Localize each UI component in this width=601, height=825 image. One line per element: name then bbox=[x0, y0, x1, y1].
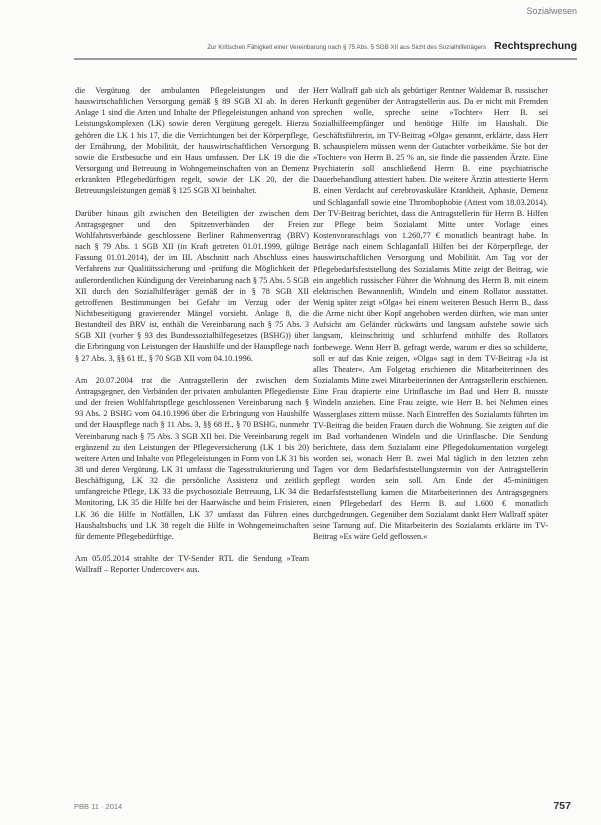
paragraph: Am 20.07.2004 trat die Antragstellerin der zwischen dem Antragsgegner, den Verbänden der privaten ambulanten Pflegedienste und der freien Wohlfahrtspflege geschlossenen Vereinbarung nach § 93 Abs. 2 BSHG vom 04.10.1996 über die Erbringung von Haushilfe und der Hauspflege nach § 11 Abs. 3, §§ 68 ff., § 70 BSHG, nunmehr Vereinbarung nach § 75 Abs. 3 SGB XII bei. Die Vereinbarung regelt ergänzend zu den Leistungen der Pflegeversicherung (LK 1 bis 20) weitere Arten und Inhalte von Pflegeleistungen in Form von LK 31 bis 38 und deren Vergütung. LK 31 umfasst die Tagesstrukturierung und Beschäftigung, LK 32 die persönliche Assistenz und zeitlich umfangreiche Pflege, LK 33 die psychosoziale Betreuung, LK 34 die Monitoring, LK 35 die Hilfe bei der Haarwäsche und beim Frisieren, LK 36 die Hilfe in Notfällen, LK 37 umfasst das Führen eines Haushaltsbuchs und LK 38 regelt die Hilfe in Wohngemeinschaften für demente Pflegebedürftige. bbox=[75, 375, 309, 541]
paragraph: Am 05.05.2014 strahlte der TV-Sender RTL die Sendung »Team Wallraff – Reporter Undercover« aus. bbox=[75, 554, 309, 575]
header-subtitle: Zur Kritischen Fähigkeit einer Vereinbarung nach § 75 Abs. 5 SGB XII aus Sicht des Sozialhilfeträgers bbox=[207, 44, 487, 51]
paragraph: die Vergütung der ambulanten Pflegeleistungen und der hauswirtschaftlichen Versorgung gemäß § 89 SGB XI ab. In deren Anlage 1 sind die Arten und Inhalte der Pflegeleistungen anhand von Leistungskomplexen (LK) sowie deren Vergütung geregelt. Hierzu gehören die LK 1 bis 17, die die Verrichtungen bei der Körperpflege, der Ernährung, der Mobilität, der hauswirtschaftlichen Versorgung sowie die Erstbesuche und ein Haus umfassen. Der LK 19 die die Versorgung und Betreuung in Wohngemeinschaften von an Demenz erkrankten Pflegebedürftigen regelt, sowie der LK 20, der die Betreuungsleistungen gemäß § 125 SGB XI beinhaltet. bbox=[75, 86, 309, 196]
running-header bbox=[148, 40, 577, 56]
header-rule bbox=[74, 58, 577, 60]
header-title: Rechtsprechung bbox=[494, 40, 577, 52]
paragraph: Herr Wallraff gab sich als gebürtiger Rentner Waldemar B. russischer Herkunft gegenüber der Antragstellerin aus. Da er nicht mit Fremden sprechen wolle, spreche seine »Tochter« Herr B. sei Sozialhilfeempfänger und benötige Hilfe im Haushalt. Die Geschäftsführerin, im TV-Beitrag »Olga« genannt, erklärte, dass Herr B. schauspielern müssen wenn der Gutachter vorbeikäme. Sie bot der »Tochter« von Herrn B. 25 % an, sie finde die passenden Ärzte. Eine Psychiaterin soll anschließend Herrn B. eine psychiatrische Dauerbehandlung attestiert haben. Die weitere Ärztin attestierte Herrn B. einen Verdacht auf cerebrovaskuläre Krankheit, Aphasie, Demenz und Schlaganfall sowie eine Thrombophobie (Attest vom 18.03.2014). Der TV-Beitrag berichtet, dass die Antragstellerin für Herrn B. Hilfen zur Pflege beim Sozialamt Mitte unter Vorlage eines Kostenvoranschlags von 1.260,77 € monatlich beantragt habe. In Beträge nach einem Schlaganfall Hilfen bei der Körperpflege, der hauswirtschaftlichen Versorgung und Mobilität. Am Tag vor der Pflegebedarfsfeststellung des Sozialamts Mitte zeigt der Beitrag, wie ein angeblich russischer Führer die Wohnung des Herrn B. mit einem elektrischen Bewannenlift, Windeln und einem Rollator ausstattet. Wenig später zeigt »Olga« bei einem weiteren Besuch Herrn B., dass die Arme nicht über Kopf angehoben werden dürften, wie man unter Aufsicht am Geländer rückwärts und langsam aufstehe sowie sich langsam, kleinschrittig und schlurfend mithilfe des Rollators fortbewege. Wenn Herr B. gefragt werde, warum er dies so schilderte, soll er auf das Knie zeigen, »Olga« sagt in dem TV-Beitrag »Ja ist alles Theater«. Am Folgetag erschienen die Mitarbeiterinnen des Sozialamts Mitte zwei Mitarbeiterinnen der Antragstellerin erschienen. Eine Frau drapierte eine Urinflasche im Bad und Herr B. musste Windeln anziehen. Eine Frau zeigte, wie Herr B. bei Nehmen eines Wasserglases zittern müsse. Nach Eintreffen des Sozialamts führten im TV-Beitrag die beiden Frauen durch die Wohnung. Sie zeigten auf die im Bad vorhandenen Windeln und die Urinflasche. Die Sendung berichtete, dass dem Sozialamt eine Pflegedokumentation vorgelegt worden sei, wonach Herr B. zwei Mal täglich in den letzten zehn Tagen vor dem Bedarfsfeststellungstermin von der Antragstellerin gepflegt worden sein soll. Am Ende der 45-minütigen Bedarfsfeststellung kamen die Mitarbeiterinnen des Antragsgegners einen Pflegebedarf des Herrn B. auf 1.600 € monatlich durchgedrungen. Gegenüber dem Sozialamt dankt Herr Wallraff später seine Tarnung auf. Die Mitarbeiterin des Sozialamts erklärte im TV-Beitrag »Es wäre Geld geflossen.« bbox=[313, 86, 548, 542]
left-column bbox=[75, 85, 309, 795]
right-column bbox=[313, 85, 548, 795]
page-number: 757 bbox=[553, 800, 571, 812]
section-tag: Sozialwesen bbox=[526, 6, 577, 16]
page-footer bbox=[74, 800, 577, 812]
issue-label: PBB 11 · 2014 bbox=[74, 802, 123, 811]
paragraph: Darüber hinaus gilt zwischen den Beteiligten der zwischen dem Antragsgegner und den Spitzenverbänden der Freien Wohlfahrtsverbände geschlossene Berliner Rahmenvertrag (BRV) nach § 79 Abs. 1 SGB XII (in Kraft getreten 01.01.1999, gültige Fassung 01.01.2014), der im III. Abschnitt nach Abschluss eines Verfahrens zur Qualitätssicherung und -prüfung die Möglichkeit der außerordentlichen Kündigung der Vereinbarung nach § 75 Abs. 5 SGB XII durch den Sozialhilfeträger gemäß der in § 78 SGB XII getroffenen Bestimmungen bei Gefahr im Verzug oder der Nichtbeseitigung gravierender Mängel vorsieht. Anlage 8, die Bestandteil des BRV ist, enthält die Vereinbarung nach § 75 Abs. 3 SGB XII (vorher § 93 des Bundessozialhilfegesetzes (BSHG)) über die Erbringung von Leistungen der Haushilfe und der Hauspflege nach § 27 Abs. 3, §§ 61 ff., § 70 SGB XII vom 04.10.1996. bbox=[75, 208, 309, 363]
